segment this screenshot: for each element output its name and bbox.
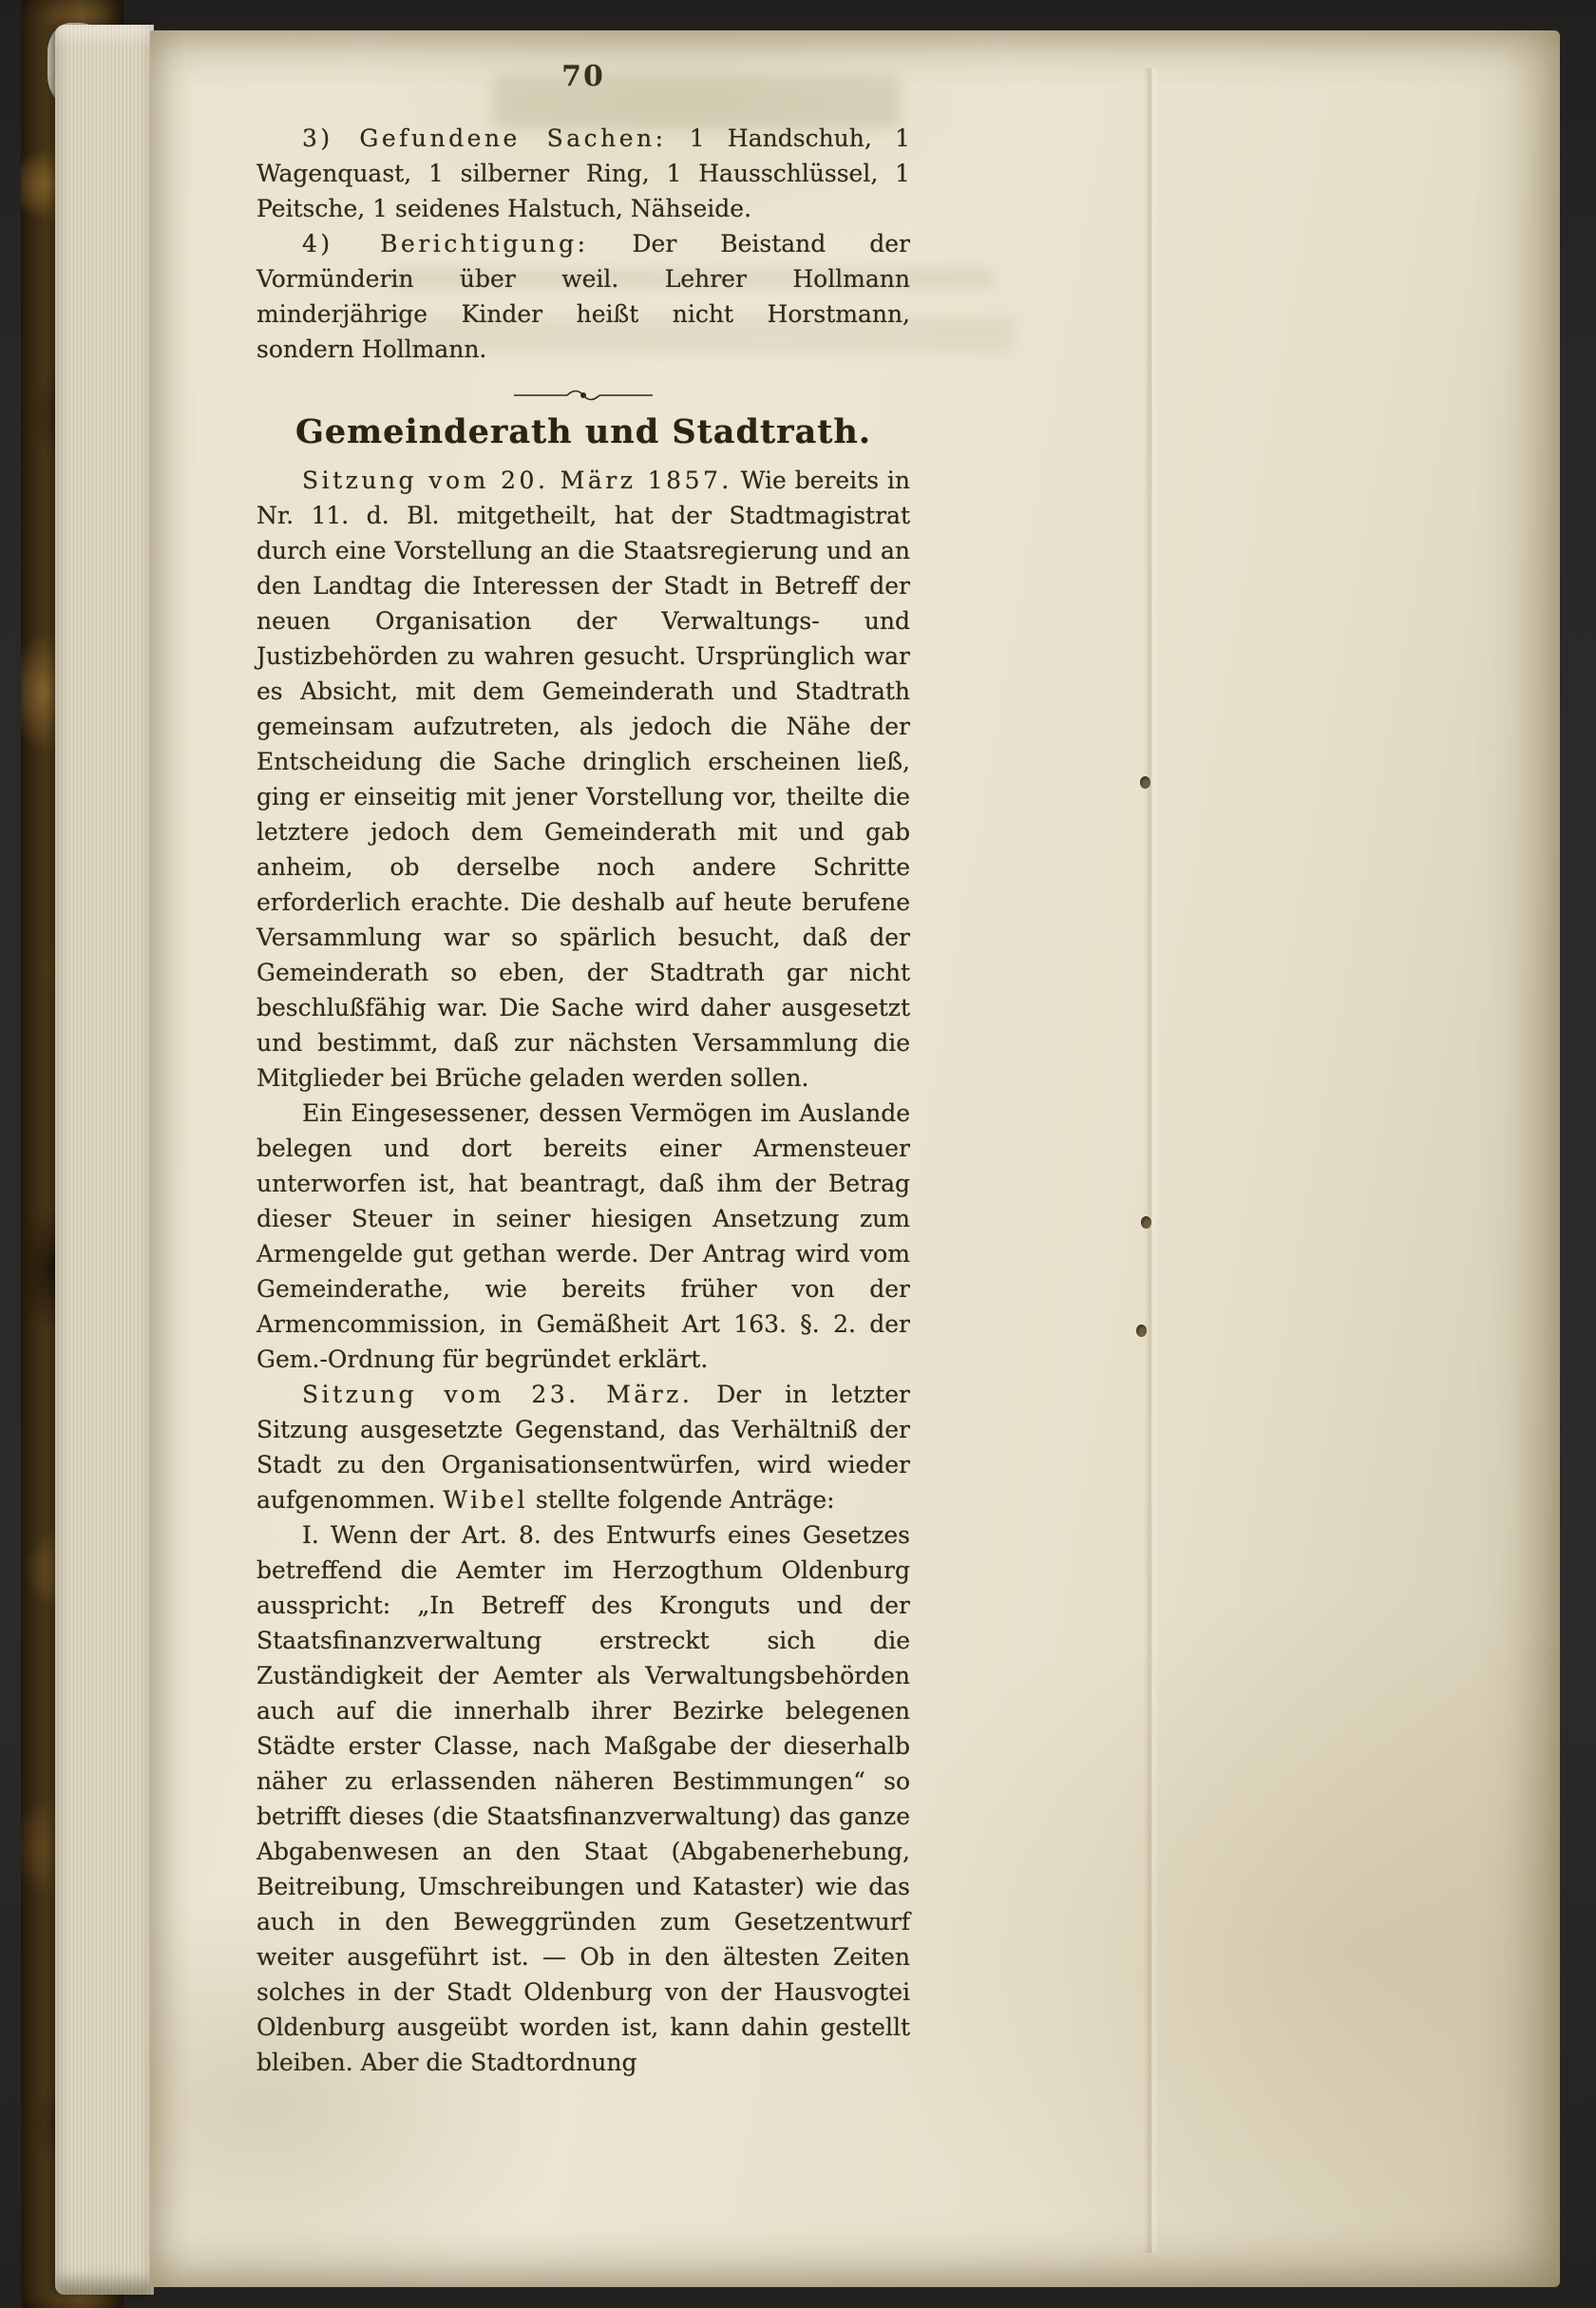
session-1-text: Wie bereits in Nr. 11. d. Bl. mitgetheilt, hat der Stadtmagistrat durch eine Vorstellung an die Staatsregierung und an den Landtag die Interessen der Stadt in Betreff der neuen Organisation der Verwaltungs- und Justizbehörden zu wahren gesucht. Ursprünglich war es Absicht, mit dem Gemeinderath und Stadtrath gemeinsam aufzutreten, als jedoch die Nähe der Entscheidung die Sache dringlich erscheinen ließ, ging er einseitig mit jener Vorstellung vor, theilte die letztere jedoch dem Gemeinderath mit und gab anheim, ob derselbe noch andere Schritte erforderlich erachte. Die deshalb auf heute berufene Versammlung war so spärlich besucht, daß der Gemeinderath so eben, der Stadtrath gar nicht beschlußfähig war. Die Sache wird daher ausgesetzt und bestimmt, daß zur nächsten Versammlung die Mitglieder bei Brüche geladen werden sollen.	[256, 467, 911, 1092]
page-number: 70	[561, 60, 605, 93]
notice-correction-text: Der Beistand der Vormünderin über weil. Lehrer Hollmann minderjährige Kinder heißt nicht Horstmann, sondern Hollmann.	[256, 230, 910, 363]
page-crease	[1144, 68, 1159, 2253]
paragraph-motion-1: I. Wenn der Art. 8. des Entwurfs eines Gesetzes betreffend die Aemter im Herzogthum Oldenburg ausspricht: „In Betreff des Kronguts und der Staatsfinanzverwaltung erstreckt sich die Zuständigkeit der Aemter als Verwaltungsbehörden auch auf die innerhalb ihrer Bezirke belegenen Städte erster Classe, nach Maßgabe der dieserhalb näher zu erlassenden näheren Bestimmungen“ so betrifft dieses (die Staatsfinanzverwaltung) das ganze Abgabenwesen an den Staat (Abgabenerhebung, Beitreibung, Umschreibungen und Kataster) wie das auch in den Beweggründen zum Gesetzentwurf weiter ausgeführt ist. — Ob in den ältesten Zeiten solches in der Stadt Oldenburg von der Hausvogtei Oldenburg ausgeübt worden ist, kann dahin gestellt bleiben. Aber die Stadtordnung	[256, 1521, 910, 2076]
session-2-text-b: stellte folgende Anträge:	[535, 1486, 835, 1514]
session-1-lead: Sitzung vom 20. März 1857.	[302, 467, 732, 494]
book-page	[150, 30, 1560, 2287]
notice-found-items	[256, 121, 910, 226]
notice-found-label: 3) Gefundene Sachen:	[302, 124, 667, 152]
session-2-lead: Sitzung vom 23. März.	[302, 1381, 694, 1408]
paragraph-petition: Ein Eingesessener, dessen Vermögen im Auslande belegen und dort bereits einer Armensteuer unterworfen ist, hat beantragt, daß ihm der Betrag dieser Steuer in seiner hiesigen Ansetzung zum Armengelde gut gethan werde. Der Antrag wird vom Gemeinderathe, wie bereits früher von der Armencommission, in Gemäßheit Art 163. §. 2. der Gem.-Ordnung für begründet erklärt.	[256, 1099, 910, 1373]
text-column	[256, 59, 910, 2080]
paragraph-session-20-march	[256, 463, 910, 1096]
session-2-text-a: Der in letzter Sitzung ausgesetzte Gegenstand, das Verhältniß der Stadt zu den Organisationsentwürfen, wird wieder aufgenommen.	[256, 1381, 910, 1514]
stacked-page-edges	[55, 25, 154, 2295]
sewing-hole	[1136, 1325, 1147, 1337]
article-heading: Gemeinderath und Stadtrath.	[294, 412, 872, 451]
paragraph-session-23-march	[256, 1377, 910, 1517]
section-divider-ornament	[256, 386, 910, 405]
speaker-name: Wibel	[443, 1486, 528, 1514]
notice-correction	[256, 226, 910, 367]
notice-correction-label: 4) Berichtigung:	[302, 230, 589, 258]
notice-found-text: 1 Handschuh, 1 Wagenquast, 1 silberner Ring, 1 Hausschlüssel, 1 Peitsche, 1 seidenes Halstuch, Nähseide.	[256, 124, 910, 222]
sewing-hole	[1140, 776, 1150, 789]
sewing-hole	[1141, 1216, 1151, 1229]
